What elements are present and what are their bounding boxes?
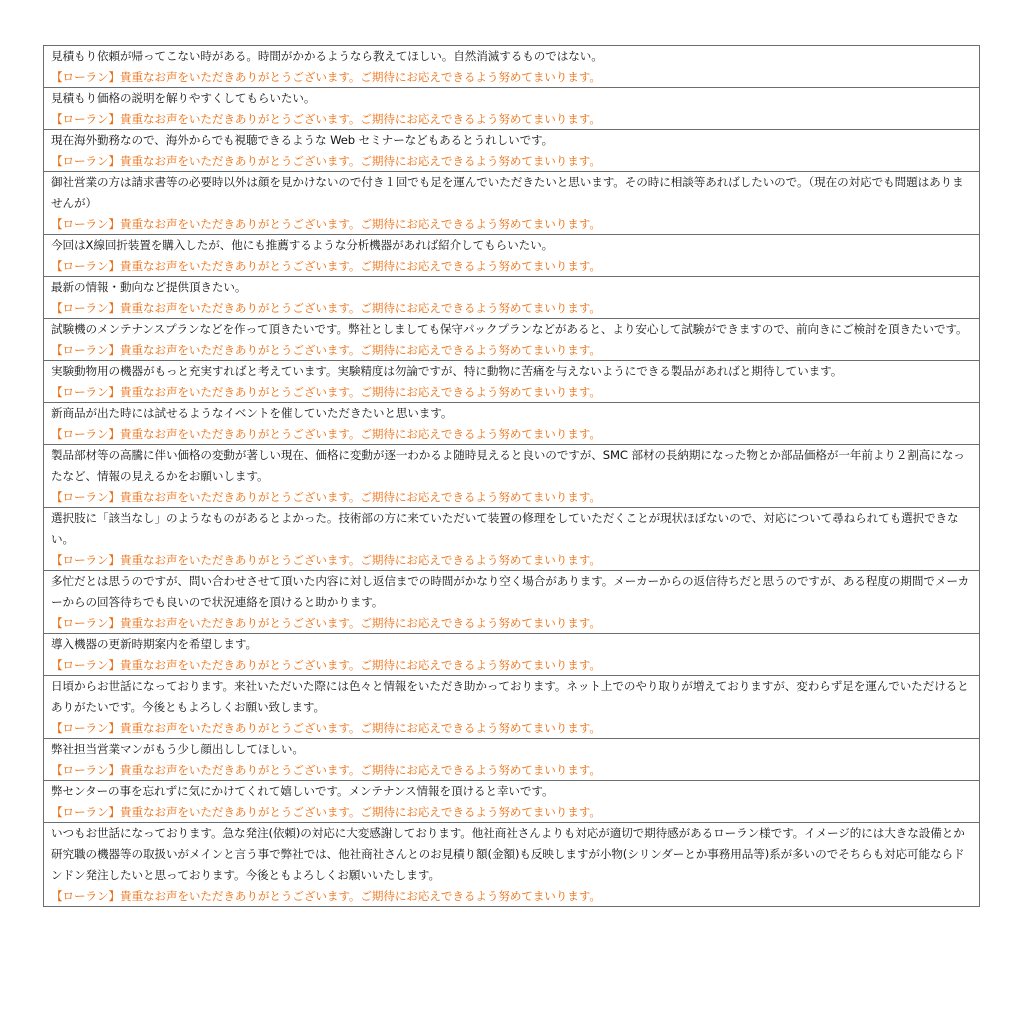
feedback-row: [44, 130, 980, 172]
feedback-body: [44, 46, 980, 907]
feedback-row: [44, 403, 980, 445]
feedback-cell: [44, 403, 980, 445]
company-reply: 【ローラン】貴重なお声をいただきありがとうございます。ご期待にお応えできるよう努めてまいります。: [51, 154, 601, 168]
feedback-cell: [44, 571, 980, 634]
company-reply: 【ローラン】貴重なお声をいただきありがとうございます。ご期待にお応えできるよう努めてまいります。: [51, 427, 601, 441]
customer-comment: 多忙だとは思うのですが、問い合わせさせて頂いた内容に対し返信までの時間がかなり空く場合があります。メーカーからの返信待ちだと思うのですが、ある程度の期間でメーカーからの回答待ちでも良いので状況連絡を頂けると助かります。: [51, 574, 970, 609]
company-reply: 【ローラン】貴重なお声をいただきありがとうございます。ご期待にお応えできるよう努めてまいります。: [51, 217, 601, 231]
customer-comment: 弊社担当営業マンがもう少し顔出ししてほしい。: [51, 742, 304, 756]
feedback-row: [44, 823, 980, 907]
feedback-row: [44, 676, 980, 739]
feedback-table: [43, 45, 980, 907]
feedback-cell: [44, 823, 980, 907]
feedback-row: [44, 88, 980, 130]
feedback-row: [44, 361, 980, 403]
feedback-cell: [44, 46, 980, 88]
feedback-cell: [44, 172, 980, 235]
company-reply: 【ローラン】貴重なお声をいただきありがとうございます。ご期待にお応えできるよう努めてまいります。: [51, 763, 601, 777]
feedback-cell: [44, 277, 980, 319]
customer-comment: 御社営業の方は請求書等の必要時以外は顔を見かけないので付き１回でも足を運んでいただきたいと思います。その時に相談等あればしたいので。（現在の対応でも問題はありませんが）: [51, 175, 964, 210]
company-reply: 【ローラン】貴重なお声をいただきありがとうございます。ご期待にお応えできるよう努めてまいります。: [51, 301, 601, 315]
customer-comment: 今回はX線回折装置を購入したが、他にも推薦するような分析機器があれば紹介してもらいたい。: [51, 238, 554, 252]
company-reply: 【ローラン】貴重なお声をいただきありがとうございます。ご期待にお応えできるよう努めてまいります。: [51, 112, 601, 126]
feedback-cell: [44, 235, 980, 277]
feedback-row: [44, 235, 980, 277]
customer-comment: 選択肢に「該当なし」のようなものがあるとよかった。技術部の方に来ていただいて装置の修理をしていただくことが現状ほぼないので、対応について尋ねられても選択できない。: [51, 511, 959, 546]
feedback-cell: [44, 361, 980, 403]
feedback-cell: [44, 739, 980, 781]
feedback-row: [44, 739, 980, 781]
customer-comment: 日頃からお世話になっております。来社いただいた際には色々と情報をいただき助かっております。ネット上でのやり取りが増えておりますが、変わらず足を運んでいただけるとありがたいです。今後ともよろしくお願い致します。: [51, 679, 969, 714]
feedback-row: [44, 445, 980, 508]
feedback-cell: [44, 508, 980, 571]
customer-comment: 弊センターの事を忘れずに気にかけてくれて嬉しいです。メンテナンス情報を頂けると幸いです。: [51, 784, 554, 798]
customer-comment: 導入機器の更新時期案内を希望します。: [51, 637, 257, 651]
company-reply: 【ローラン】貴重なお声をいただきありがとうございます。ご期待にお応えできるよう努めてまいります。: [51, 658, 601, 672]
feedback-row: [44, 319, 980, 361]
feedback-row: [44, 781, 980, 823]
customer-comment: 最新の情報・動向など提供頂きたい。: [51, 280, 247, 294]
feedback-cell: [44, 88, 980, 130]
feedback-cell: [44, 781, 980, 823]
feedback-cell: [44, 676, 980, 739]
feedback-row: [44, 571, 980, 634]
feedback-row: [44, 508, 980, 571]
company-reply: 【ローラン】貴重なお声をいただきありがとうございます。ご期待にお応えできるよう努めてまいります。: [51, 490, 601, 504]
company-reply: 【ローラン】貴重なお声をいただきありがとうございます。ご期待にお応えできるよう努めてまいります。: [51, 385, 601, 399]
feedback-row: [44, 277, 980, 319]
company-reply: 【ローラン】貴重なお声をいただきありがとうございます。ご期待にお応えできるよう努めてまいります。: [51, 70, 601, 84]
company-reply: 【ローラン】貴重なお声をいただきありがとうございます。ご期待にお応えできるよう努めてまいります。: [51, 616, 601, 630]
customer-comment: 見積もり依頼が帰ってこない時がある。時間がかかるようなら教えてほしい。自然消滅するものではない。: [51, 49, 603, 63]
customer-comment: 試験機のメンテナンスプランなどを作って頂きたいです。弊社としましても保守パックプランなどがあると、より安心して試験ができますので、前向きにご検討を頂きたいです。: [51, 322, 968, 336]
feedback-row: [44, 634, 980, 676]
customer-comment: いつもお世話になっております。急な発注(依頼)の対応に大変感謝しております。他社商社さんよりも対応が適切で期待感があるローラン様です。イメージ的には大きな設備とか研究職の機器等の取扱いがメインと言う事で弊社では、他社商社さんとのお見積り額(金額)も反映しますが小物(シリンダーとか事務用品等)系が多いのでそちらも対応可能ならドンドン発注したいと思っております。今後ともよろしくお願いいたします。: [51, 826, 965, 882]
company-reply: 【ローラン】貴重なお声をいただきありがとうございます。ご期待にお応えできるよう努めてまいります。: [51, 889, 601, 903]
feedback-cell: [44, 130, 980, 172]
feedback-cell: [44, 634, 980, 676]
company-reply: 【ローラン】貴重なお声をいただきありがとうございます。ご期待にお応えできるよう努めてまいります。: [51, 805, 601, 819]
company-reply: 【ローラン】貴重なお声をいただきありがとうございます。ご期待にお応えできるよう努めてまいります。: [51, 343, 601, 357]
feedback-row: [44, 46, 980, 88]
customer-comment: 新商品が出た時には試せるようなイベントを催していただきたいと思います。: [51, 406, 453, 420]
feedback-cell: [44, 445, 980, 508]
customer-comment: 実験動物用の機器がもっと充実すればと考えています。実験精度は勿論ですが、特に動物に苦痛を与えないようにできる製品があればと期待しています。: [51, 364, 843, 378]
feedback-row: [44, 172, 980, 235]
company-reply: 【ローラン】貴重なお声をいただきありがとうございます。ご期待にお応えできるよう努めてまいります。: [51, 553, 601, 567]
customer-comment: 見積もり価格の説明を解りやすくしてもらいたい。: [51, 91, 316, 105]
customer-comment: 現在海外勤務なので、海外からでも視聴できるような Web セミナーなどもあるとうれしいです。: [51, 133, 554, 147]
company-reply: 【ローラン】貴重なお声をいただきありがとうございます。ご期待にお応えできるよう努めてまいります。: [51, 259, 601, 273]
customer-comment: 製品部材等の高騰に伴い価格の変動が著しい現在、価格に変動が逐一わかるよ随時見えると良いのですが、SMC 部材の長納期になった物とか部品価格が一年前より２割高になったなど、情報の見えるかをお願いします。: [51, 448, 965, 483]
company-reply: 【ローラン】貴重なお声をいただきありがとうございます。ご期待にお応えできるよう努めてまいります。: [51, 721, 601, 735]
feedback-cell: [44, 319, 980, 361]
